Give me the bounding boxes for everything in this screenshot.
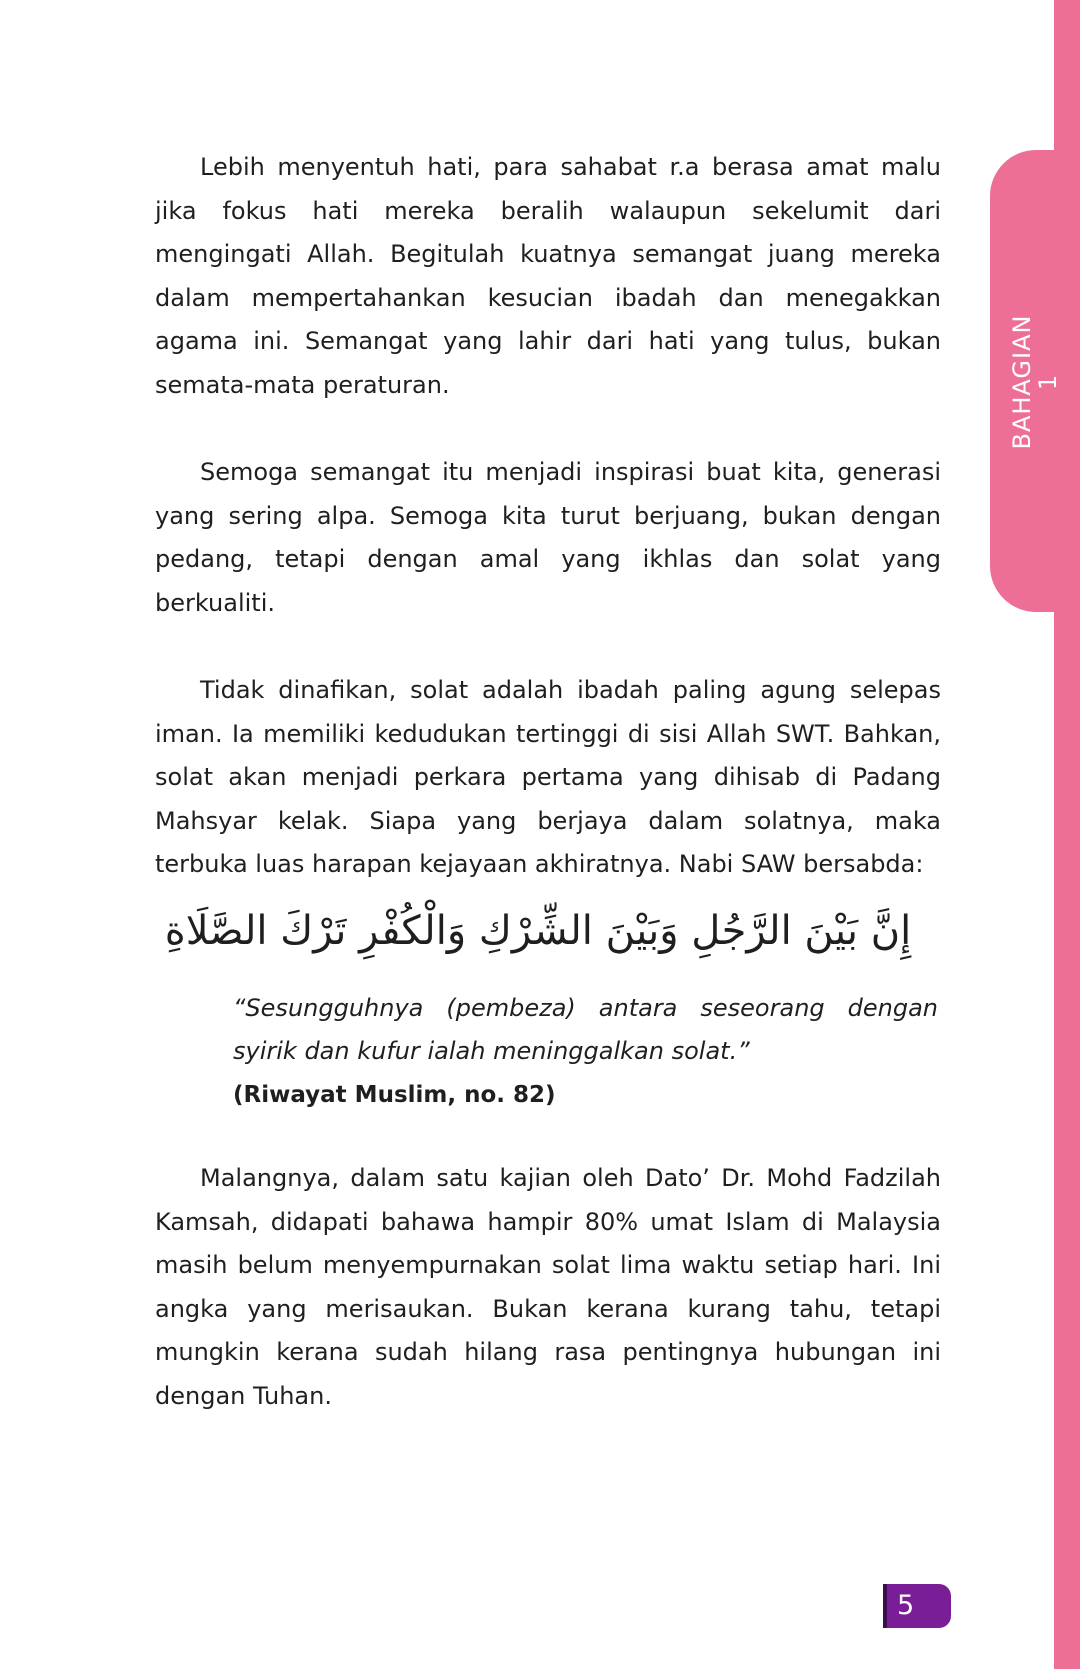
paragraph-4: Malangnya, dalam satu kajian oleh Dato’ Dr. Mohd Fadzilah Kamsah, didapati bahawa hampir 80% umat Islam di Malaysia masih belum menyempurnakan solat lima waktu setiap hari. Ini angka yang merisaukan. Bukan kerana kurang tahu, tetapi mungkin kerana sudah hilang rasa pentingnya hubungan ini dengan Tuhan. — [155, 1164, 941, 1410]
hadith-source: (Riwayat Muslim, no. 82) — [233, 1081, 556, 1108]
page-number: 5 — [883, 1584, 951, 1628]
paragraph-3: Tidak dinafikan, solat adalah ibadah paling agung selepas iman. Ia memiliki kedudukan tertinggi di sisi Allah SWT. Bahkan, solat akan menjadi perkara pertama yang dihisab di Padang Mahsyar kelak. Siapa yang berjaya dalam solatnya, maka terbuka luas harapan kejayaan akhiratnya. Nabi SAW bersabda: — [155, 676, 941, 878]
hadith-translation: “Sesungguhnya (pembeza) antara seseorang dengan syirik dan kufur ialah meninggalkan solat.” — [233, 993, 938, 1065]
paragraph-1: Lebih menyentuh hati, para sahabat r.a berasa amat malu jika fokus hati mereka beralih walaupun sekelumit dari mengingati Allah. Begitulah kuatnya semangat juang mereka dalam mempertahankan kesucian ibadah dan menegakkan agama ini. Semangat yang lahir dari hati yang tulus, bukan semata-mata peraturan. — [155, 153, 941, 399]
paragraph-2: Semoga semangat itu menjadi inspirasi buat kita, generasi yang sering alpa. Semoga kita turut berjuang, bukan dengan pedang, tetapi dengan amal yang ikhlas dan solat yang berkualiti. — [155, 458, 941, 617]
hadith-quote — [233, 987, 938, 1118]
page-content — [155, 146, 941, 1462]
chapter-tab-number: 1 — [1034, 373, 1062, 391]
chapter-tab-label — [1009, 315, 1061, 450]
chapter-tab-text: BAHAGIAN — [1008, 314, 1036, 450]
hadith-arabic: إِنَّ بَيْنَ الرَّجُلِ وَبَيْنَ الشِّرْكِ وَالْكُفْرِ تَرْكَ الصَّلَاةِ — [164, 907, 912, 954]
